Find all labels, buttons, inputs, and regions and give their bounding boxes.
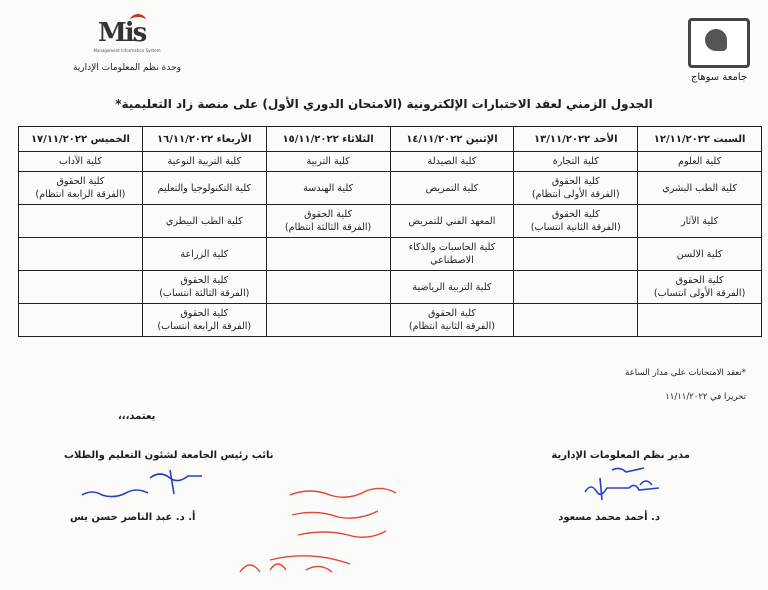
mis-logo (62, 14, 192, 73)
document-title: الجدول الزمني لعقد الاختبارات الإلكترونية (الامتحان الدوري الأول) على منصة زاد التعليمية* (115, 97, 653, 111)
signatory-right-title: مدير نظم المعلومات الإدارية (551, 450, 690, 461)
table-row (19, 304, 762, 337)
table-cell: كلية الحقوق (الفرقة الثانية انتساب) (514, 205, 638, 238)
table-cell: كلية الزراعة (142, 238, 266, 271)
table-cell: كلية الحقوق (الفرقة الرابعة انتظام) (19, 172, 143, 205)
col-header: الأربعاء ١٦/١١/٢٠٢٢ (142, 127, 266, 152)
table-cell: كلية التربية (266, 152, 390, 172)
table-cell (514, 304, 638, 337)
table-cell: كلية الحقوق (الفرقة الأولى انتساب) (638, 271, 762, 304)
signatory-left-title: نائب رئيس الجامعة لشئون التعليم والطلاب (64, 450, 274, 461)
table-cell (19, 205, 143, 238)
table-row (19, 152, 762, 172)
right-signature-icon (585, 468, 659, 500)
table-cell: كلية التجارة (514, 152, 638, 172)
approval-label: يعتمد،،، (118, 411, 156, 422)
table-row (19, 271, 762, 304)
table-cell (19, 271, 143, 304)
table-cell (266, 271, 390, 304)
table-cell: كلية الآثار (638, 205, 762, 238)
table-cell (514, 238, 638, 271)
schedule-note: *تعقد الامتحانات على مدار الساعة (625, 368, 746, 378)
table-cell (514, 271, 638, 304)
table-cell: كلية الحاسبات والذكاء الاصطناعي (390, 238, 514, 271)
mis-logo-subtitle: Management Information System (93, 48, 161, 53)
table-cell: كلية الحقوق (الفرقة الأولى انتظام) (514, 172, 638, 205)
table-cell: كلية الهندسة (266, 172, 390, 205)
mis-logo-icon: Mis (92, 14, 162, 48)
col-header: السبت ١٢/١١/٢٠٢٢ (638, 127, 762, 152)
table-cell (638, 304, 762, 337)
red-annotation-icon (240, 488, 396, 572)
table-cell: كلية العلوم (638, 152, 762, 172)
col-header: الخميس ١٧/١١/٢٠٢٢ (19, 127, 143, 152)
signatory-right-name: د. أحمد محمد مسعود (558, 512, 660, 523)
table-cell: كلية التكنولوجيا والتعليم (142, 172, 266, 205)
table-cell (19, 238, 143, 271)
table-cell: كلية التربية الرياضية (390, 271, 514, 304)
table-cell: المعهد الفني للتمريض (390, 205, 514, 238)
table-cell: كلية الحقوق (الفرقة الثالثة انتساب) (142, 271, 266, 304)
exam-schedule-table (18, 126, 762, 337)
unit-name: وحدة نظم المعلومات الإدارية (72, 63, 182, 73)
table-cell: كلية الطب البشري (638, 172, 762, 205)
university-logo (688, 18, 750, 83)
table-cell: كلية الطب البيطري (142, 205, 266, 238)
table-cell (266, 304, 390, 337)
signatory-left-name: أ. د. عبد الناصر حسن يس (70, 512, 196, 523)
table-cell: كلية الصيدلة (390, 152, 514, 172)
table-cell: كلية الحقوق (الفرقة الرابعة انتساب) (142, 304, 266, 337)
table-row (19, 238, 762, 271)
university-seal-icon (688, 18, 750, 68)
col-header: الثلاثاء ١٥/١١/٢٠٢٢ (266, 127, 390, 152)
table-cell: كلية الحقوق (الفرقة الثانية انتظام) (390, 304, 514, 337)
left-signature-icon (82, 470, 202, 497)
table-row (19, 205, 762, 238)
table-cell: كلية الالسن (638, 238, 762, 271)
col-header: الإثنين ١٤/١١/٢٠٢٢ (390, 127, 514, 152)
table-cell: كلية التربية النوعية (142, 152, 266, 172)
table-header-row (19, 127, 762, 152)
table-row (19, 172, 762, 205)
university-name: جامعة سوهاج (690, 72, 748, 83)
table-cell: كلية الحقوق (الفرقة الثالثة انتظام) (266, 205, 390, 238)
col-header: الأحد ١٣/١١/٢٠٢٢ (514, 127, 638, 152)
table-cell (19, 304, 143, 337)
table-cell: كلية التمريض (390, 172, 514, 205)
table-cell (266, 238, 390, 271)
written-date: تحريرا في ١١/١١/٢٠٢٢ (665, 392, 746, 402)
table-cell: كلية الآداب (19, 152, 143, 172)
